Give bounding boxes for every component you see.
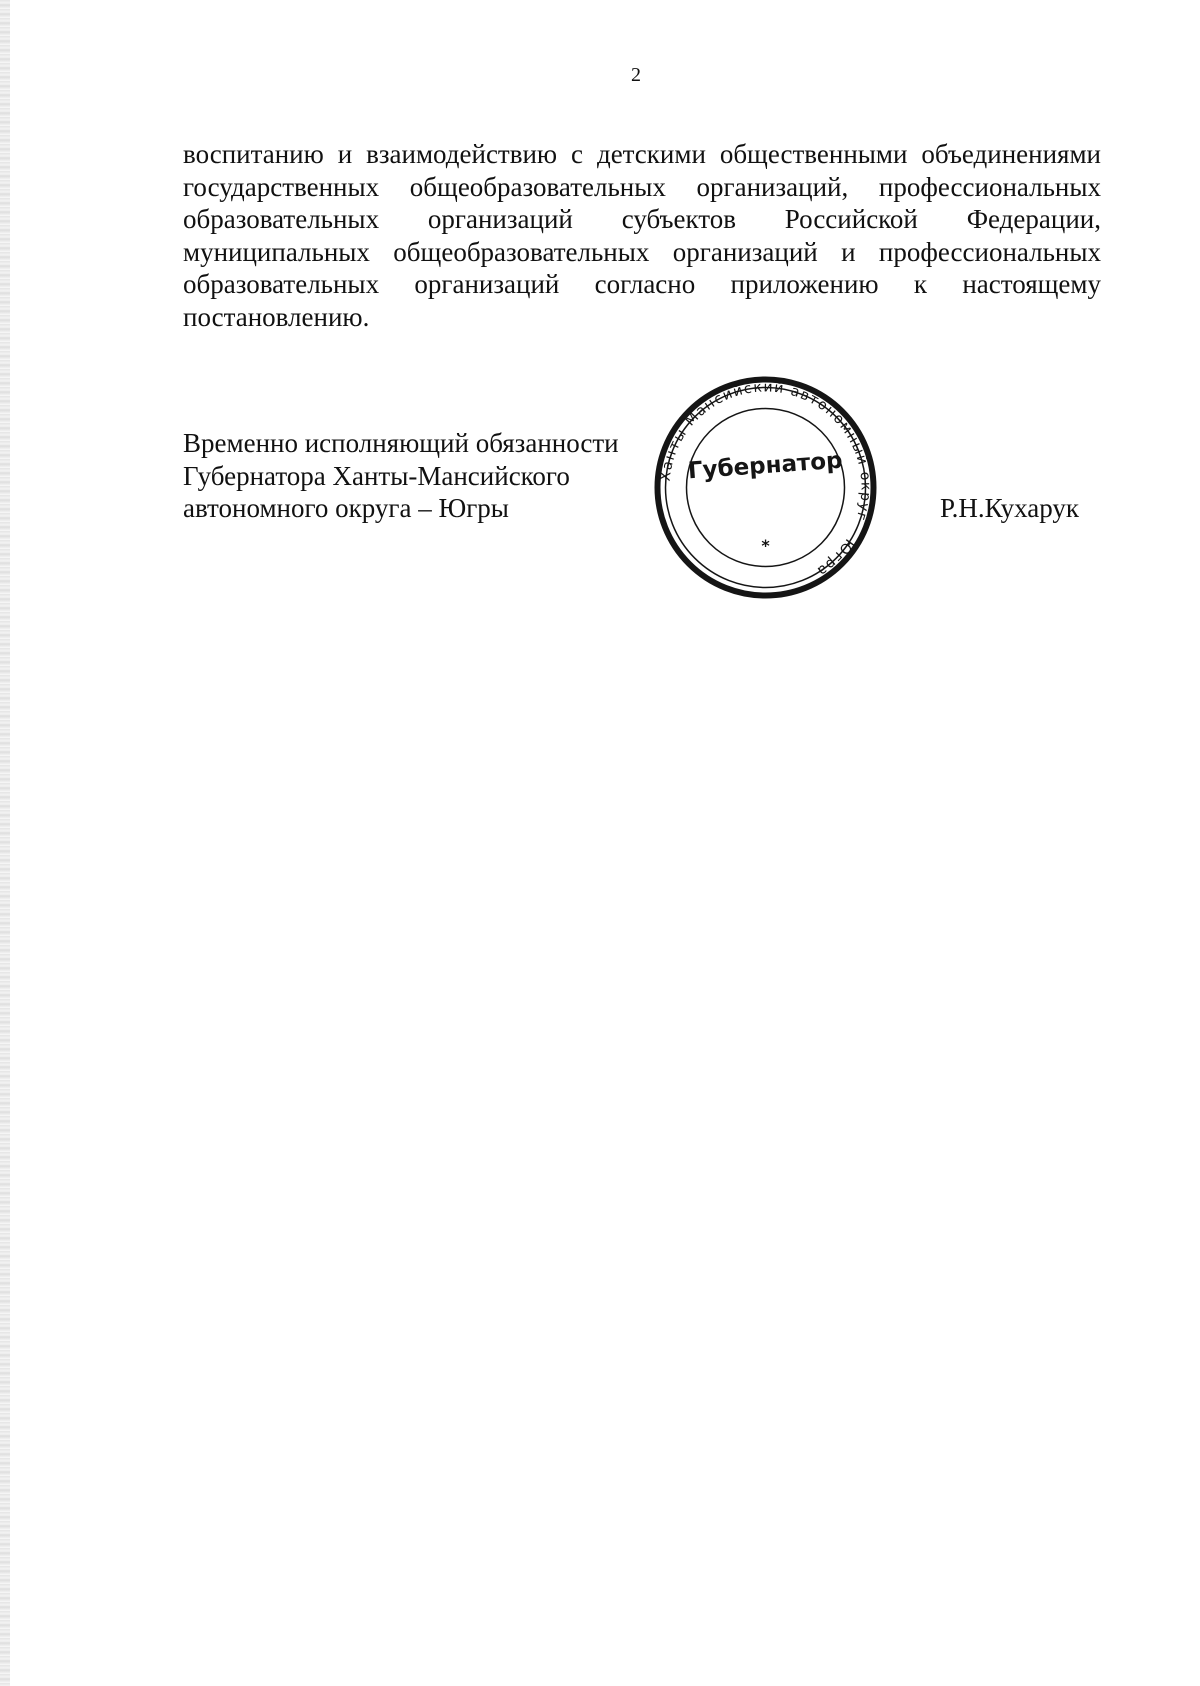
signature-position-line-2: Губернатора Ханты-Мансийского — [183, 460, 570, 491]
seal-ring-text: Ханты-Мансийский автономный округ – Югра — [657, 379, 874, 579]
signatory-name: Р.Н.Кухарук — [940, 493, 1080, 523]
official-seal — [653, 375, 878, 600]
seal-center-text: Губернатор — [687, 447, 844, 485]
page-number: 2 — [631, 64, 641, 86]
seal-star: * — [761, 536, 770, 555]
signature-position — [183, 427, 619, 525]
seal-graphic — [653, 375, 878, 600]
scan-edge — [0, 0, 10, 1686]
signature-position-line-1: Временно исполняющий обязанности — [183, 428, 619, 458]
signature-position-line-3: автономного округа – Югры — [183, 493, 509, 523]
body-paragraph: воспитанию и взаимодействию с детскими общественными объединениями государственных общеобразовательных организаций, профессиональных образовательных организаций субъектов Российской Федерации, муниципальных общеобразовательных организаций и профессиональных образовательных организаций согласно приложению к настоящему постановлению. — [183, 139, 1101, 332]
